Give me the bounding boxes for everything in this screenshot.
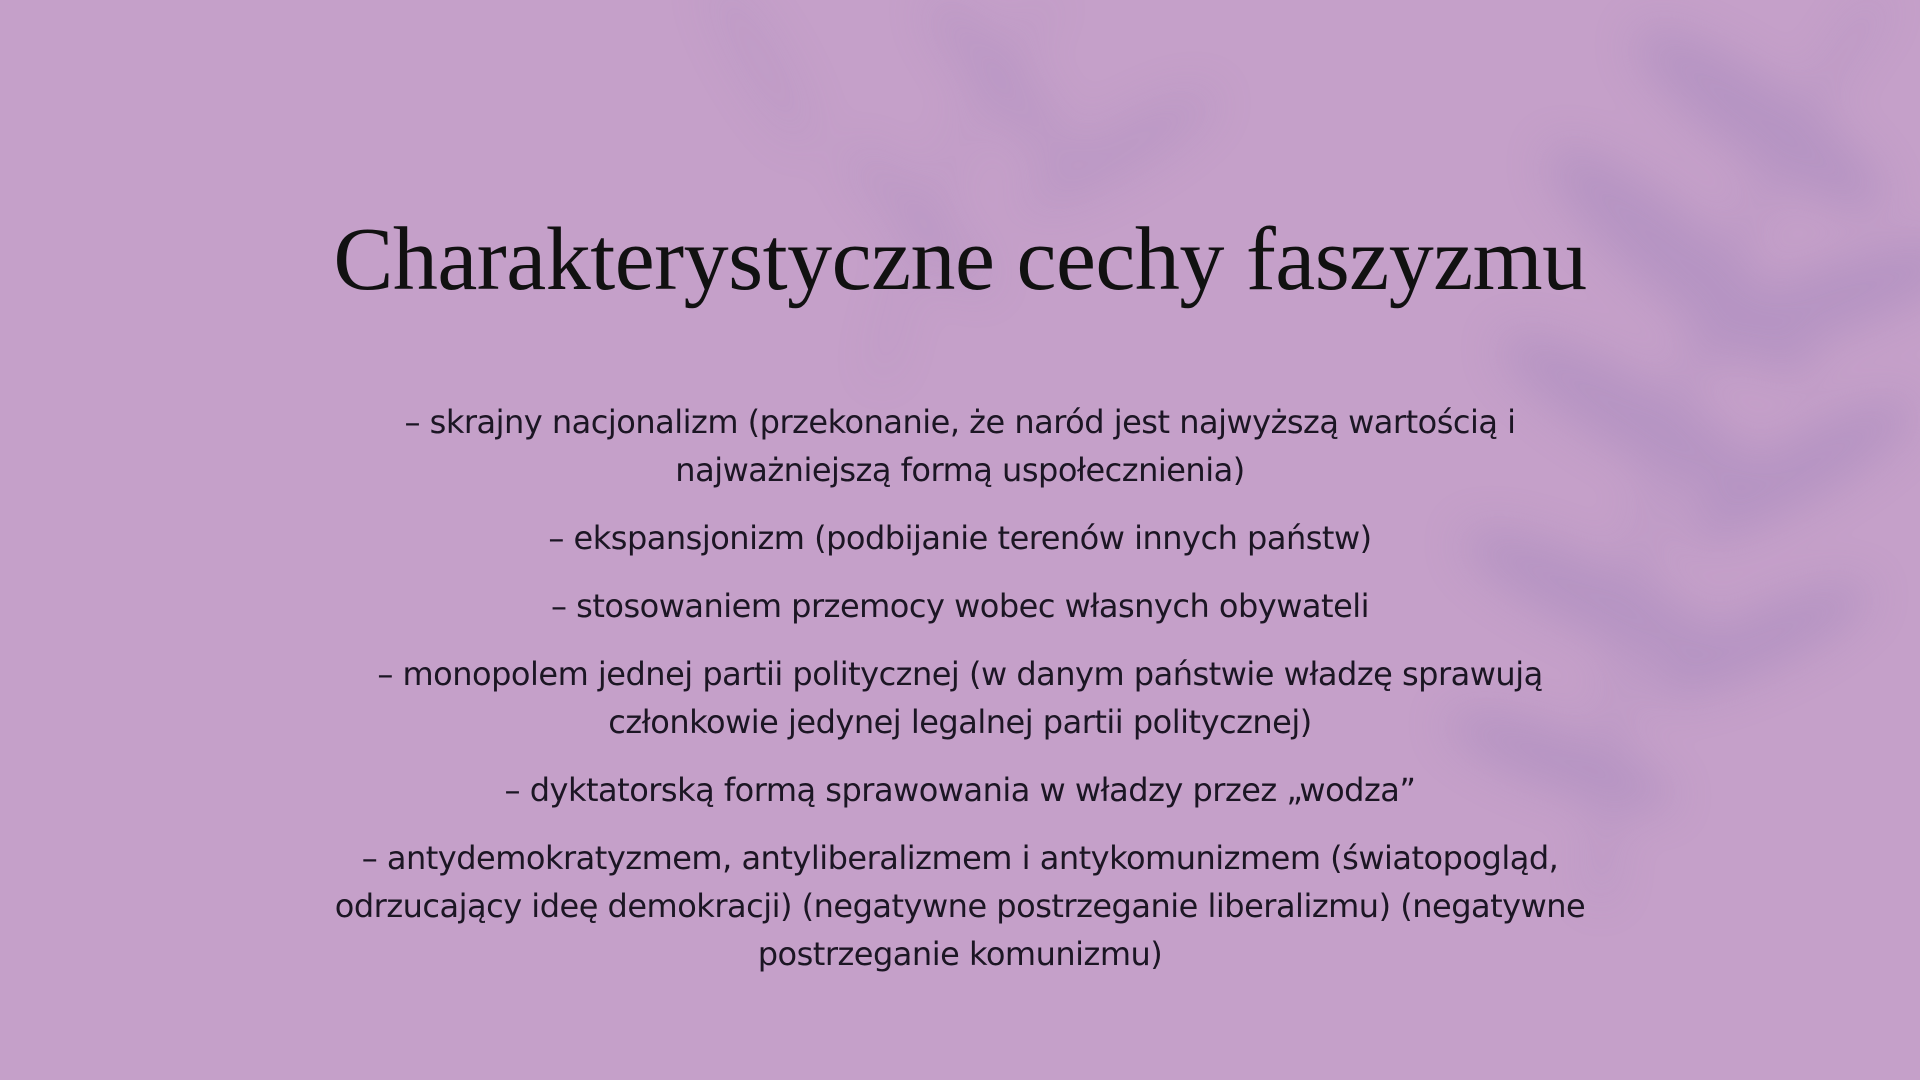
bullet-item: – skrajny nacjonalizm (przekonanie, że naród jest najwyższą wartością i najważniejszą formą uspołecznienia) [404, 403, 1516, 489]
bullet-item: – ekspansjonizm (podbijanie terenów innych państw) [548, 519, 1372, 557]
slide-title: Charakterystyczne cechy faszyzmu [333, 210, 1587, 309]
bullet-item: – monopolem jednej partii politycznej (w danym państwie władzę sprawują członkowie jedynej legalnej partii politycznej) [377, 655, 1543, 741]
bullet-item: – dyktatorską formą sprawowania w władzy przez „wodza” [504, 771, 1416, 809]
bullet-item: – antydemokratyzmem, antyliberalizmem i antykomunizmem (światopogląd, odrzucający ideę demokracji) (negatywne postrzeganie liberalizmu) (negatywne postrzeganie komunizmu) [334, 839, 1586, 973]
bullet-list [310, 398, 1610, 998]
bullet-item: – stosowaniem przemocy wobec własnych obywateli [550, 587, 1370, 625]
